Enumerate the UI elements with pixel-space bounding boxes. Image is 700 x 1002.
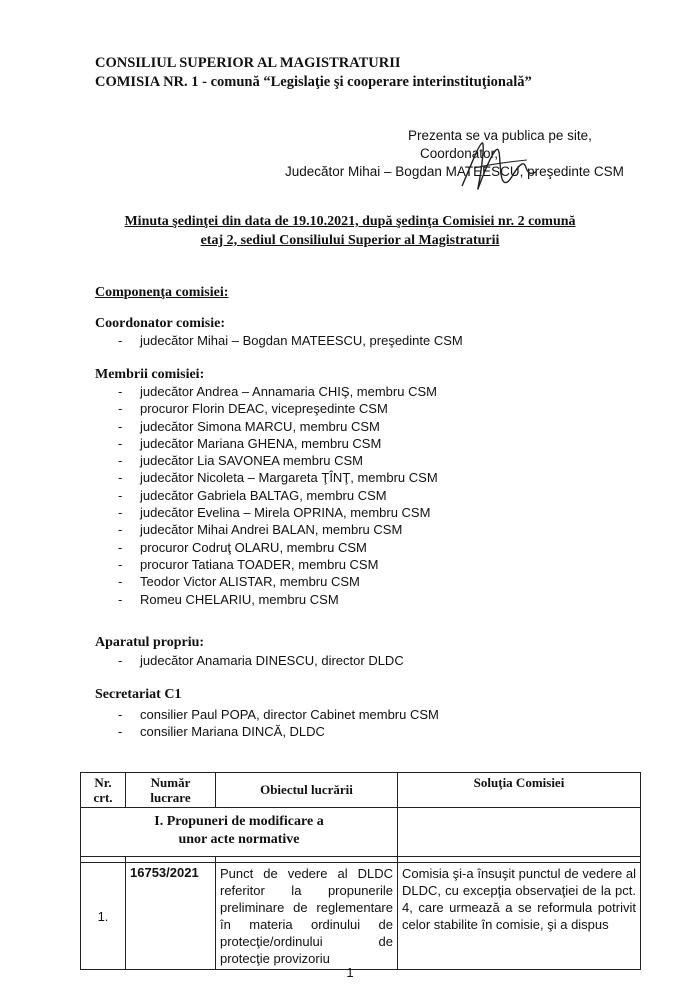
section-title: I. Propuneri de modificare a unor acte normative [81, 808, 398, 857]
list-item: - judecător Anamaria DINESCU, director DLDC [118, 653, 404, 668]
list-item: - judecător Andrea – Annamaria CHIŞ, membru CSM [118, 384, 437, 399]
header-obiect: Obiectul lucrării [216, 773, 398, 808]
list-item: - judecător Evelina – Mirela OPRINA, membru CSM [118, 505, 431, 521]
coordinator-name: Judecător Mihai – Bogdan MATEESCU, preşedinte CSM [285, 164, 624, 179]
header-solutia: Soluţia Comisiei [398, 773, 641, 808]
table-row [81, 863, 641, 970]
works-table [80, 772, 641, 970]
list-item: - procuror Tatiana TOADER, membru CSM [118, 556, 379, 572]
list-item: - judecător Gabriela BALTAG, membru CSM [118, 487, 387, 503]
members-section-title: Membrii comisiei: [95, 367, 205, 382]
row-solutia: Comisia şi-a însuşit punctul de vedere al DLDC, cu excepţia observaţiei de la pct. 4, care urmează a se reformula potrivit celor stabilite în comisie, şi a dispus [398, 863, 641, 970]
secretariat-list [118, 706, 439, 741]
list-item: - judecător Mariana GHENA, membru CSM [118, 435, 382, 451]
list-item: - procuror Florin DEAC, vicepreşedinte CSM [118, 401, 388, 417]
list-item: - Romeu CHELARIU, membru CSM [118, 591, 339, 607]
page-number: 1 [346, 965, 354, 980]
staff-section-title: Aparatul propriu: [95, 635, 205, 650]
row-obiect: Punct de vedere al DLDC referitor la propunerile preliminare de reglementare în materia ordinului de protecţie/ordinului de protecţie provizoriu [216, 863, 398, 970]
publication-note: Prezenta se va publica pe site, [408, 128, 592, 143]
list-item: - Teodor Victor ALISTAR, membru CSM [118, 574, 360, 590]
members-list [118, 383, 438, 608]
section-row [81, 808, 641, 857]
list-item: - consilier Mariana DINCĂ, DLDC [118, 724, 325, 740]
list-item: - judecător Simona MARCU, membru CSM [118, 418, 380, 434]
coordinator-label: Coordonator, [420, 146, 499, 161]
minutes-title-line1: Minuta şedinţei din data de 19.10.2021, după şedinţa Comisiei nr. 2 comună [124, 214, 576, 229]
header-nr: Nr. crt. [81, 773, 126, 808]
list-item: - procuror Codruţ OLARU, membru CSM [118, 539, 367, 555]
coordinator-list [118, 332, 463, 349]
staff-list [118, 652, 404, 669]
commission-title: COMISIA NR. 1 - comună “Legislaţie şi cooperare interinstituţională” [95, 74, 532, 90]
list-item: - judecător Nicoleta – Margareta ŢÎNŢ, membru CSM [118, 470, 438, 486]
list-item: - judecător Mihai Andrei BALAN, membru CSM [118, 522, 403, 538]
signature-icon [452, 138, 542, 198]
row-nr: 1. [81, 863, 126, 970]
institution-title: CONSILIUL SUPERIOR AL MAGISTRATURII [95, 55, 401, 71]
list-item: - consilier Paul POPA, director Cabinet membru CSM [118, 707, 439, 722]
composition-title: Componenţa comisiei: [95, 285, 229, 300]
list-item: - judecător Lia SAVONEA membru CSM [118, 453, 364, 469]
list-item: - judecător Mihai – Bogdan MATEESCU, preşedinte CSM [118, 333, 463, 348]
minutes-title-line2: etaj 2, sediul Consiliului Superior al Magistraturii [200, 233, 500, 248]
table-header-row [81, 773, 641, 808]
secretariat-section-title: Secretariat C1 [95, 687, 182, 702]
section-empty-cell [398, 808, 641, 857]
header-numar: Număr lucrare [126, 773, 216, 808]
row-numar: 16753/2021 [126, 863, 216, 970]
coordinator-section-title: Coordonator comisie: [95, 316, 225, 331]
